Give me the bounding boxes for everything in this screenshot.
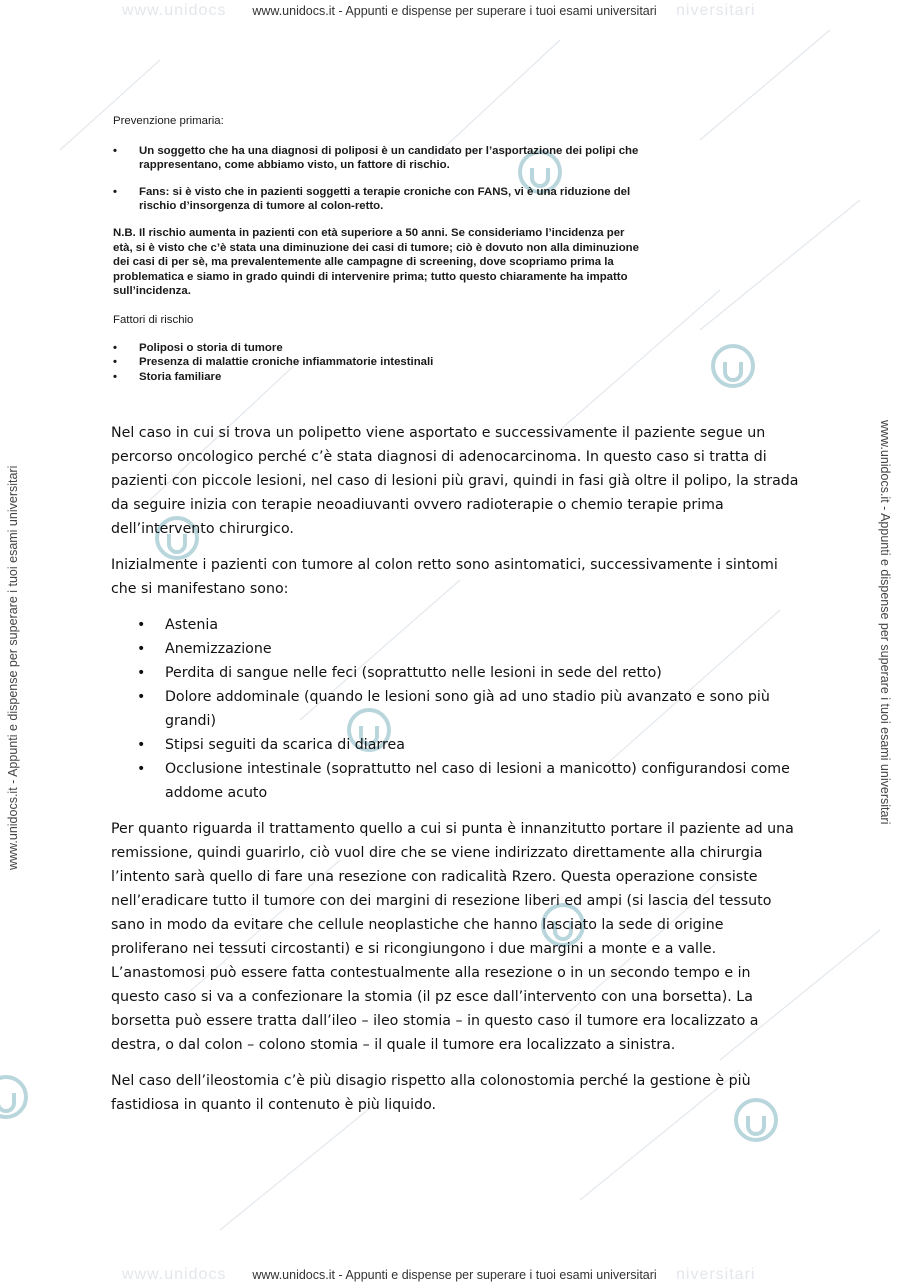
risk-text: Storia familiare (139, 370, 222, 383)
prevention-bullet-2 (113, 185, 713, 214)
bullet-marker: • (137, 737, 146, 753)
risk-item (113, 355, 713, 370)
symptom-text: Anemizzazione (165, 641, 272, 657)
risk-text: Poliposi o storia di tumore (139, 341, 283, 354)
bullet-line: Un soggetto che ha una diagnosi di poliposi è un candidato per l’asportazione dei polipi che (139, 144, 639, 157)
bullet-marker: • (113, 370, 117, 383)
ghost-watermark-left: www.unidocs (122, 2, 227, 19)
logo-watermark (713, 346, 753, 386)
prevention-heading: Prevenzione primaria: (113, 115, 224, 127)
scanned-excerpt (113, 114, 713, 384)
bullet-marker: • (137, 617, 146, 633)
list-item (111, 685, 801, 733)
bullet-marker: • (113, 341, 117, 354)
ghost-watermark-right: niversitari (676, 2, 756, 19)
bullet-marker: • (113, 356, 117, 369)
paragraph-treatment: Per quanto riguarda il trattamento quello a cui si punta è innanzitutto portare il paziente ad una remissione, quindi guarirlo, ciò vuol dire che se viene indirizzato direttamente alla chirurgia l’intento sarà quello di fare una resezione con radicalità Rzero. Questa operazione consiste nell’eradicare tutto il tumore con dei margini di resezione liberi ed ampi (si lascia del tessuto sano in modo da evitare che cellule neoplastiche che hanno lasciato la sede di origine proliferano nei tessuti circostanti) e si ricongiungono i due margini a monte e a valle. L’anastomosi può essere fatta contestualmente alla resezione o in un secondo tempo e in questo caso si va a confezionare la stomia (il pz esce dall’intervento con una borsetta). La borsetta può essere tratta dall’ileo – ileo stomia – in questo caso il tumore era localizzato a destra, o dal colon – colono stomia – il quale il tumore era localizzato a sinistra. (111, 821, 794, 1053)
list-item (111, 757, 801, 805)
bullet-line: Fans: si è visto che in pazienti soggetti a terapie croniche con FANS, vi è una riduzione del (139, 185, 631, 198)
symptom-text: Stipsi seguiti da scarica di diarrea (165, 737, 405, 753)
bullet-marker: • (137, 761, 146, 777)
symptom-text: Perdita di sangue nelle feci (soprattutto nelle lesioni in sede del retto) (165, 665, 662, 681)
prevention-bullet-1 (113, 144, 713, 173)
risk-item (113, 370, 713, 385)
nb-paragraph (113, 226, 713, 299)
symptom-text: Occlusione intestinale (soprattutto nel caso di lesioni a manicotto) configurandosi come addome acuto (165, 761, 790, 801)
nb-line: problematica e siamo in grado quindi di intervenire prima; tutto questo chiaramente ha impatto (113, 270, 628, 283)
ghost-watermark-right-bottom: niversitari (676, 1266, 756, 1283)
nb-line: età, si è visto che c’è stata una diminuzione dei casi di tumore; ciò è dovuto non alla diminuzione (113, 241, 639, 254)
risk-text: Presenza di malattie croniche infiammatorie intestinali (139, 356, 434, 369)
footer-watermark: www.unidocs.it - Appunti e dispense per superare i tuoi esami universitari (252, 1268, 657, 1282)
symptom-text: Astenia (165, 617, 219, 633)
paragraph-symptoms-intro: Inizialmente i pazienti con tumore al colon retto sono asintomatici, successivamente i sintomi che si manifestano sono: (111, 557, 778, 597)
list-item (111, 613, 801, 637)
bullet-marker: • (113, 144, 117, 157)
bullet-line: rappresentano, come abbiamo visto, un fattore di rischio. (139, 159, 450, 172)
bullet-marker: • (113, 185, 117, 198)
right-side-watermark: www.unidocs.it - Appunti e dispense per superare i tuoi esami universitari (878, 420, 892, 825)
paragraph-polyp: Nel caso in cui si trova un polipetto viene asportato e successivamente il paziente segue un percorso oncologico perché c’è stata diagnosi di adenocarcinoma. In questo caso si tratta di pazienti con piccole lesioni, nel caso di lesioni più gravi, quindi in fasi già oltre il polipo, la strada da seguire inizia con terapie neoadiuvanti ovvero radioterapie o chemio terapie prima dell’intervento chirurgico. (111, 425, 799, 537)
list-item (111, 637, 801, 661)
ghost-watermark-left-bottom: www.unidocs (122, 1266, 227, 1283)
nb-line: sull’incidenza. (113, 285, 191, 298)
bullet-marker: • (137, 641, 146, 657)
symptom-text: Dolore addominale (quando le lesioni sono già ad uno stadio più avanzato e sono più grandi) (165, 689, 770, 729)
list-item (111, 733, 801, 757)
list-item (111, 661, 801, 685)
header-watermark: www.unidocs.it - Appunti e dispense per superare i tuoi esami universitari (252, 4, 657, 18)
bullet-line: rischio d’insorgenza di tumore al colon-retto. (139, 200, 384, 213)
left-side-watermark: www.unidocs.it - Appunti e dispense per superare i tuoi esami universitari (6, 465, 20, 870)
logo-watermark (0, 1077, 26, 1117)
risk-factors-heading: Fattori di rischio (113, 313, 194, 326)
nb-line: dei casi di per sè, ma prevalentemente alle campagne di screening, dove scopriamo prima la (113, 256, 614, 269)
bullet-marker: • (137, 689, 146, 705)
bullet-marker: • (137, 665, 146, 681)
risk-item (113, 341, 713, 356)
symptoms-list (111, 613, 801, 805)
main-body (111, 421, 801, 1117)
nb-line: N.B. Il rischio aumenta in pazienti con età superiore a 50 anni. Se consideriamo l’incidenza per (113, 226, 625, 239)
paragraph-ileostomy: Nel caso dell’ileostomia c’è più disagio rispetto alla colonostomia perché la gestione è più fastidiosa in quanto il contenuto è più liquido. (111, 1073, 751, 1113)
